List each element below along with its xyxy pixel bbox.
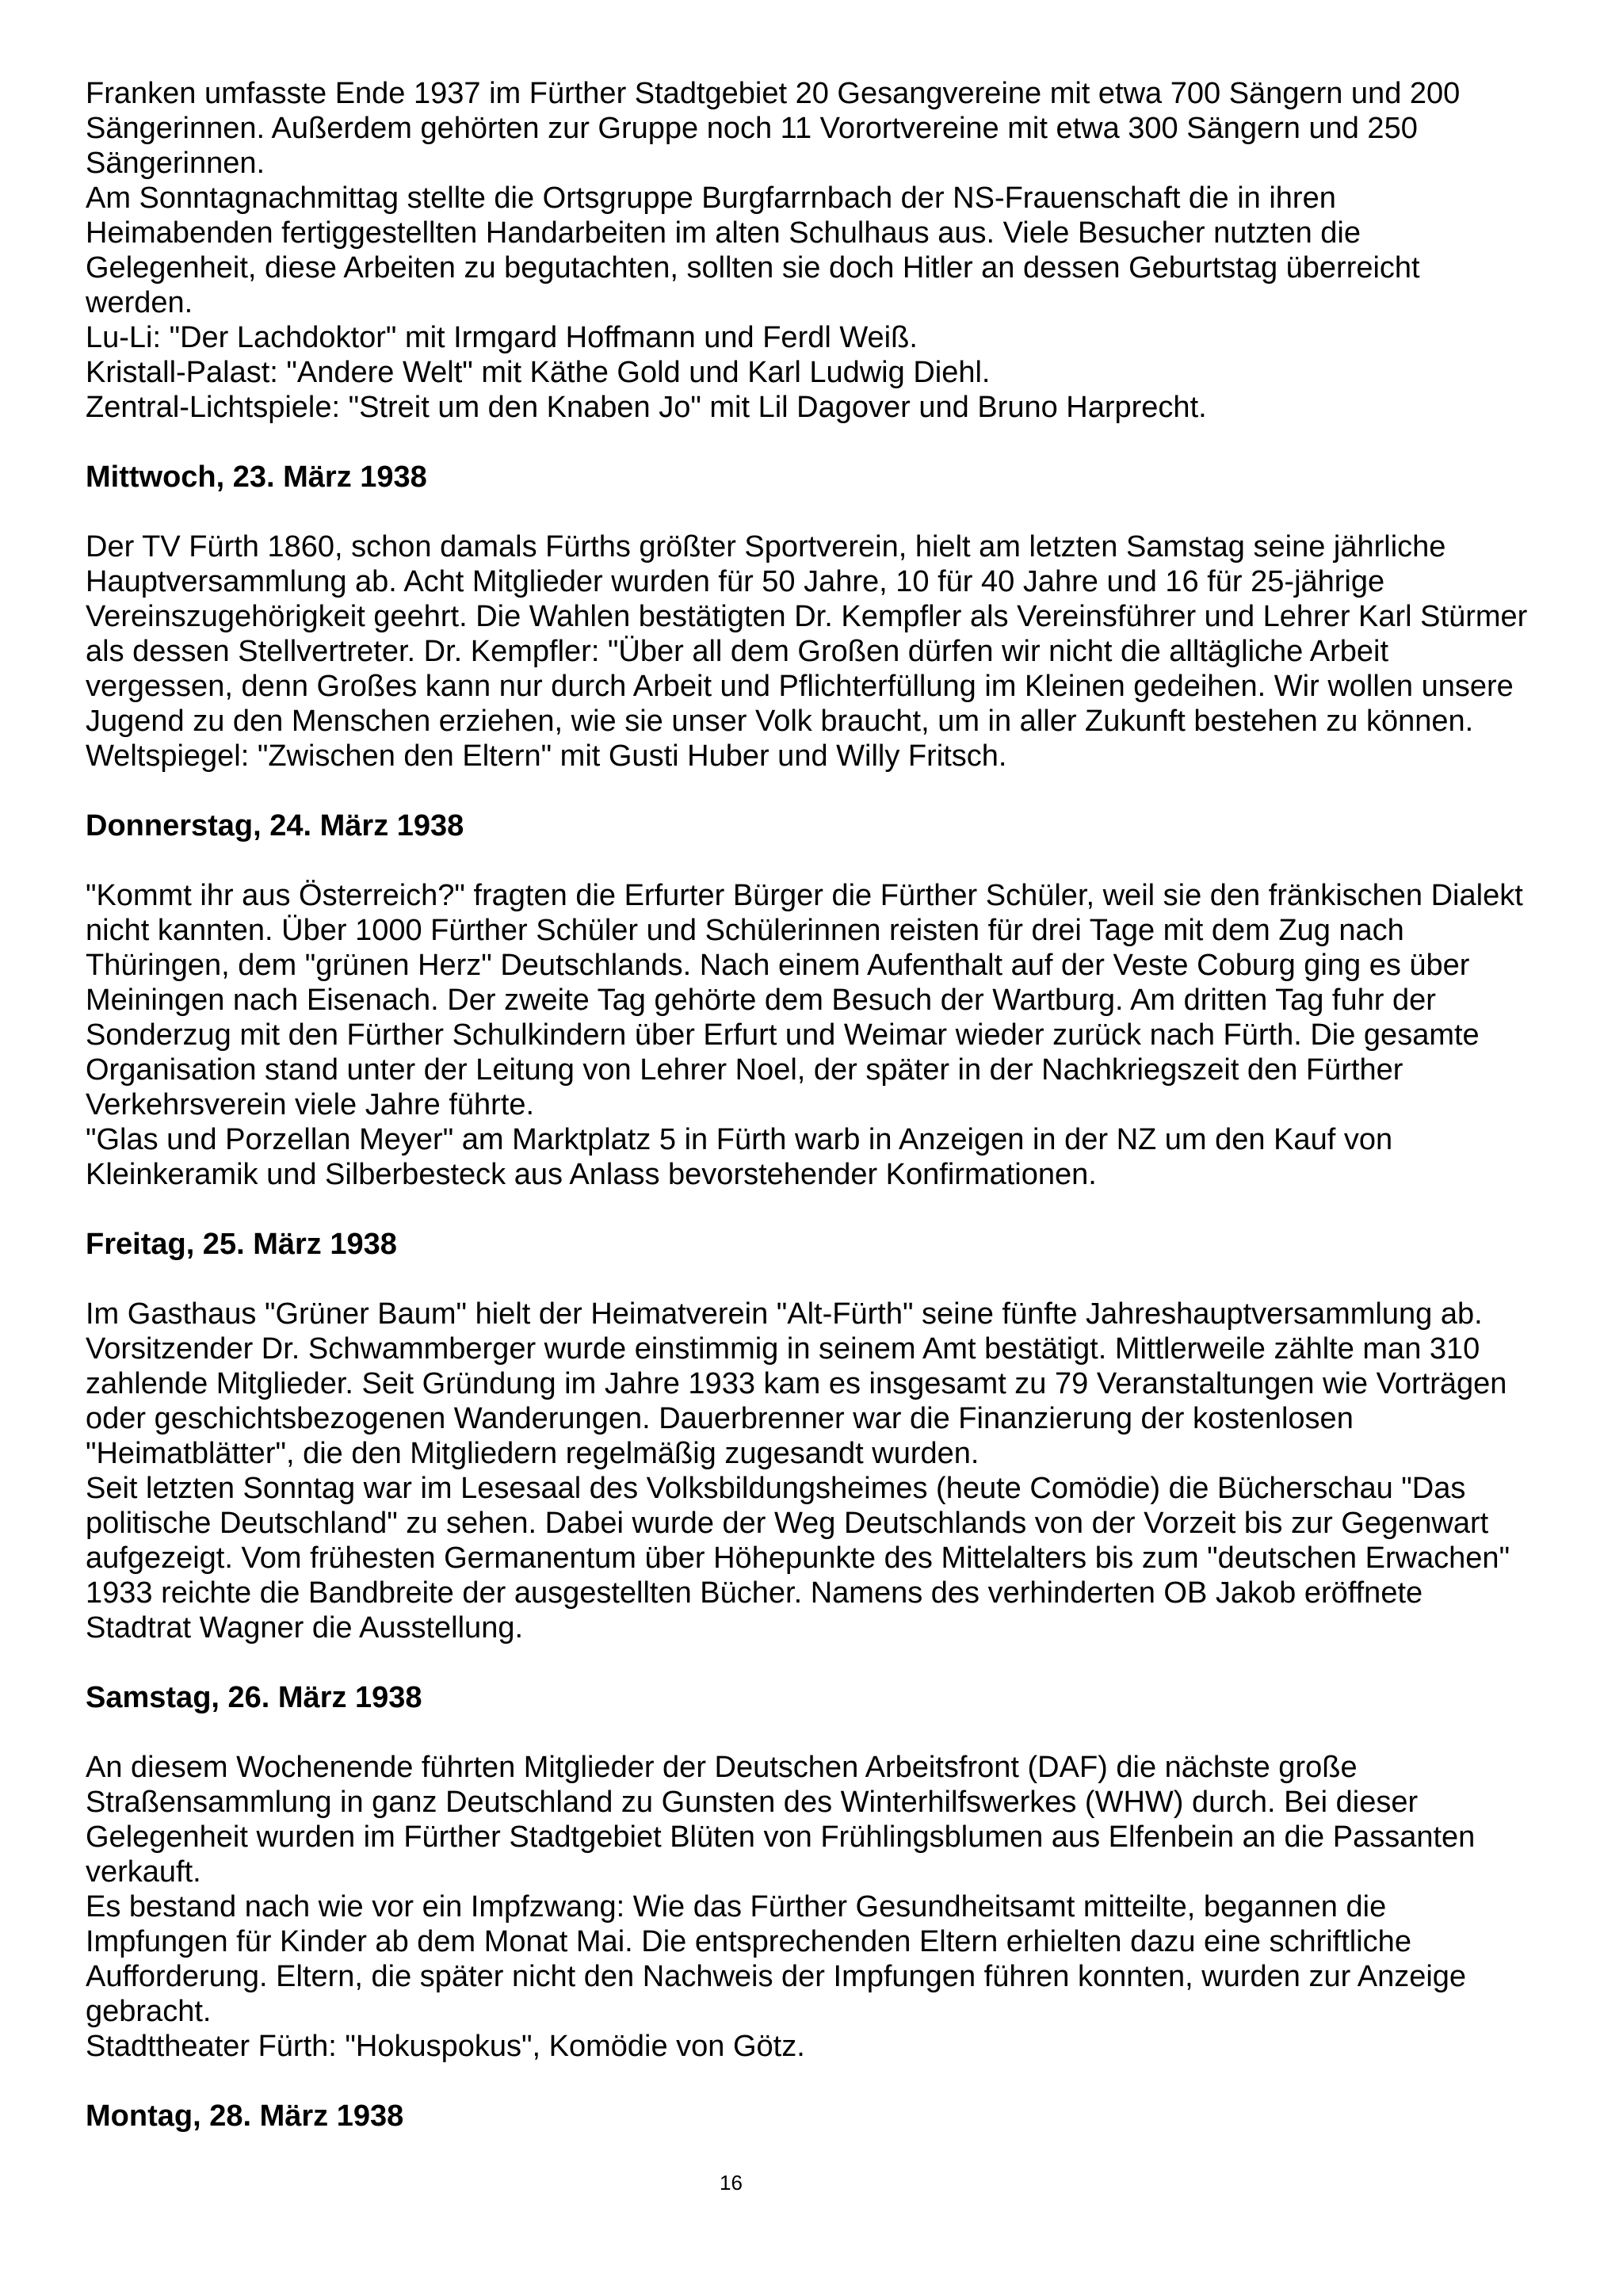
paragraph: Stadttheater Fürth: "Hokuspokus", Komödie von Götz. [86,2030,805,2063]
paragraph: Weltspiegel: "Zwischen den Eltern" mit Gusti Huber und Willy Fritsch. [86,739,1007,773]
paragraph: Franken umfasste Ende 1937 im Fürther Stadtgebiet 20 Gesangvereine mit etwa 700 Sängern und 200 Sängerinnen. Außerdem gehörten zur Gruppe noch 11 Vorortvereine mit etwa 300 Sängern und 250 Sängerinnen. [86,77,1461,180]
paragraph: Lu-Li: "Der Lachdoktor" mit Irmgard Hoffmann und Ferdl Weiß. [86,321,918,354]
paragraph: Der TV Fürth 1860, schon damals Fürths größter Sportverein, hielt am letzten Samstag seine jährliche Hauptversammlung ab. Acht Mitglieder wurden für 50 Jahre, 10 für 40 Jahre und 16 für 25-jährige Vereinszugehörigkeit geehrt. Die Wahlen bestätigten Dr. Kempfler als Vereinsführer und Lehrer Karl Stürmer als dessen Stellvertreter. Dr. Kempfler: "Über all dem Großen dürfen wir nicht die alltägliche Arbeit vergessen, denn Großes kann nur durch Arbeit und Pflichterfüllung im Kleinen gedeihen. Wir wollen unsere Jugend zu den Menschen erziehen, wie sie unser Volk braucht, um in aller Zukunft bestehen zu können. [86,530,1528,738]
paragraph: Am Sonntagnachmittag stellte die Ortsgruppe Burgfarrnbach der NS-Frauenschaft die in ihren Heimabenden fertiggestellten Handarbeiten im alten Schulhaus aus. Viele Besucher nutzten die Gelegenheit, diese Arbeiten zu begutachten, sollten sie doch Hitler an dessen Geburtstag überreicht werden. [86,181,1420,319]
day-heading: Samstag, 26. März 1938 [86,1681,422,1714]
day-heading: Montag, 28. März 1938 [86,2099,404,2133]
paragraph: Im Gasthaus "Grüner Baum" hielt der Heimatverein "Alt-Fürth" seine fünfte Jahreshauptversammlung ab. Vorsitzender Dr. Schwammberger wurde einstimmig in seinem Amt bestätigt. Mittlerweile zählte man 310 zahlende Mitglieder. Seit Gründung im Jahre 1933 kam es insgesamt zu 79 Veranstaltungen wie Vorträgen oder geschichtsbezogenen Wanderungen. Dauerbrenner war die Finanzierung der kostenlosen "Heimatblätter", die den Mitgliedern regelmäßig zugesandt wurden. [86,1297,1507,1470]
day-heading: Freitag, 25. März 1938 [86,1228,397,1261]
document-content [86,76,1531,2168]
paragraph: Seit letzten Sonntag war im Lesesaal des Volksbildungsheimes (heute Comödie) die Bücherschau "Das politische Deutschland" zu sehen. Dabei wurde der Weg Deutschlands von der Vorzeit bis zur Gegenwart aufgezeigt. Vom frühesten Germanentum über Höhepunkte des Mittelalters bis zum "deutschen Erwachen" 1933 reichte die Bandbreite der ausgestellten Bücher. Namens des verhinderten OB Jakob eröffnete Stadtrat Wagner die Ausstellung. [86,1472,1510,1645]
paragraph: Zentral-Lichtspiele: "Streit um den Knaben Jo" mit Lil Dagover und Bruno Harprecht. [86,391,1207,424]
page-number: 16 [720,2171,743,2195]
paragraph: An diesem Wochenende führten Mitglieder der Deutschen Arbeitsfront (DAF) die nächste große Straßensammlung in ganz Deutschland zu Gunsten des Winterhilfswerkes (WHW) durch. Bei dieser Gelegenheit wurden im Fürther Stadtgebiet Blüten von Frühlingsblumen aus Elfenbein an die Passanten verkauft. [86,1751,1476,1889]
paragraph: "Kommt ihr aus Österreich?" fragten die Erfurter Bürger die Fürther Schüler, weil sie den fränkischen Dialekt nicht kannten. Über 1000 Fürther Schüler und Schülerinnen reisten für drei Tage mit dem Zug nach Thüringen, dem "grünen Herz" Deutschlands. Nach einem Aufenthalt auf der Veste Coburg ging es über Meiningen nach Eisenach. Der zweite Tag gehörte dem Besuch der Wartburg. Am dritten Tag fuhr der Sonderzug mit den Fürther Schulkindern über Erfurt und Weimar wieder zurück nach Fürth. Die gesamte Organisation stand unter der Leitung von Lehrer Noel, der später in der Nachkriegszeit den Fürther Verkehrsverein viele Jahre führte. [86,879,1523,1121]
day-heading: Mittwoch, 23. März 1938 [86,460,427,494]
paragraph: Kristall-Palast: "Andere Welt" mit Käthe Gold und Karl Ludwig Diehl. [86,356,991,389]
paragraph: Es bestand nach wie vor ein Impfzwang: Wie das Fürther Gesundheitsamt mitteilte, begannen die Impfungen für Kinder ab dem Monat Mai. Die entsprechenden Eltern erhielten dazu eine schriftliche Aufforderung. Eltern, die später nicht den Nachweis der Impfungen führen konnten, wurden zur Anzeige gebracht. [86,1890,1467,2028]
paragraph: "Glas und Porzellan Meyer" am Marktplatz 5 in Fürth warb in Anzeigen in der NZ um den Kauf von Kleinkeramik und Silberbesteck aus Anlass bevorstehender Konfirmationen. [86,1123,1393,1191]
day-heading: Donnerstag, 24. März 1938 [86,809,464,842]
